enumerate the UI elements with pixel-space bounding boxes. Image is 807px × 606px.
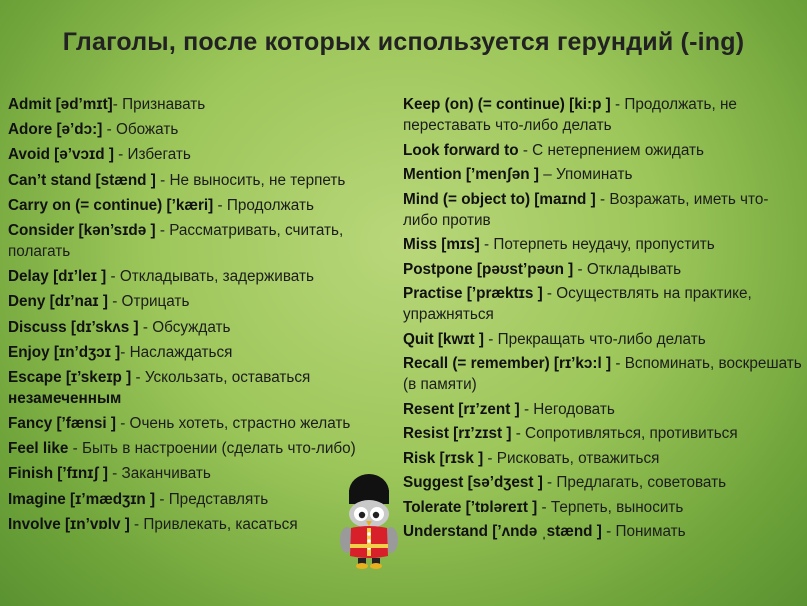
verb-term: Recall (= remember) [rɪ’kɔ:l ] (403, 355, 612, 372)
verb-entry (8, 170, 393, 191)
verb-definition: - Ускользать, оставаться (131, 368, 311, 386)
verb-definition: - Представлять (155, 490, 269, 508)
verb-definition-continued: незамеченным (8, 389, 122, 407)
verb-entry (8, 413, 393, 434)
verb-entry (8, 342, 393, 363)
verb-definition: - Отрицать (107, 293, 190, 311)
verb-term: Imagine [ɪ’mædʒɪn ] (8, 490, 156, 508)
verb-term: Enjoy [ɪn’dʒɔɪ ] (8, 343, 121, 361)
verb-term: Consider [kən’sɪdə ] (8, 221, 156, 239)
verb-definition: - С нетерпением ожидать (518, 141, 705, 159)
verb-term: Understand [’ʌndə ˌstænd ] (403, 523, 602, 540)
page-title: Глаголы, после которых используется герундий (-ing) (62, 28, 745, 56)
verb-definition: - Откладывать (573, 260, 682, 278)
verb-term: Involve [ɪn’vɒlv ] (8, 515, 130, 533)
verb-definition: - Предлагать, советовать (542, 474, 727, 491)
verb-entry (403, 472, 803, 493)
verb-entry (8, 266, 393, 287)
verb-entry (403, 94, 803, 136)
verb-entry (8, 317, 393, 338)
verb-entry (403, 259, 803, 280)
verb-entry (403, 189, 803, 231)
verb-entry (403, 448, 803, 469)
verb-definition: - Заканчивать (107, 465, 211, 483)
verb-entry (8, 367, 393, 409)
verb-term: Risk [rɪsk ] (403, 449, 484, 467)
verb-entry (403, 521, 803, 542)
verb-entry (403, 399, 803, 420)
verb-entry (403, 353, 803, 395)
verb-term: Keep (on) (= continue) [ki:p ] (403, 96, 611, 113)
verb-definition: - Вспоминать, воскрешать (в памяти) (403, 355, 802, 393)
verb-entry (8, 220, 393, 262)
verb-definition: – Упоминать (538, 166, 633, 183)
verb-entry (403, 329, 803, 350)
verb-term: Escape [ɪ’skeɪp ] (8, 368, 132, 386)
verb-definition: - Негодовать (519, 400, 615, 418)
verb-term: Fancy [’fænsi ] (8, 415, 116, 433)
verb-definition: - Возражать, иметь что-либо против (403, 190, 769, 229)
verb-term: Discuss [dɪ’skʌs ] (8, 318, 139, 336)
verb-term: Adore [ə’dɔ:] (8, 121, 103, 139)
verb-term: Look forward to (403, 141, 519, 159)
verb-term: Deny [dɪ’naɪ ] (8, 293, 108, 311)
verb-term: Feel like (8, 440, 69, 458)
verb-definition: - Прекращать что-либо делать (483, 330, 706, 348)
verb-term: Resent [rɪ’zent ] (403, 400, 520, 418)
verb-term: Mind (= object to) [maɪnd ] (403, 190, 596, 208)
left-column (8, 94, 393, 539)
verb-definition: - Потерпеть неудачу, пропустить (479, 236, 715, 253)
verb-definition: - Откладывать, задерживать (106, 268, 314, 286)
verb-entry (403, 234, 803, 255)
verb-definition: - Продолжать, не переставать что-либо делать (403, 96, 737, 134)
verb-definition: - Продолжать (213, 196, 314, 214)
verb-definition: - Обожать (102, 121, 179, 139)
verb-definition: - Осуществлять на практике, упражняться (403, 285, 752, 323)
verb-entry (403, 283, 803, 325)
verb-term: Can’t stand [stænd ] (8, 171, 156, 189)
verb-entry (8, 119, 393, 140)
verb-entry (8, 514, 393, 535)
verb-definition: - Сопротивляться, противиться (511, 425, 738, 442)
verb-entry (8, 291, 393, 312)
verb-entry (8, 144, 393, 165)
verb-definition: - Рисковать, отважиться (483, 449, 660, 467)
verb-term: Tolerate [’tɒləreɪt ] (403, 498, 538, 516)
verb-term: Miss [mɪs] (403, 236, 480, 253)
verb-definition: - Привлекать, касаться (129, 515, 298, 533)
verb-entry (8, 438, 393, 459)
verb-term: Resist [rɪ’zɪst ] (403, 425, 512, 442)
verb-term: Mention [’menʃən ] (403, 166, 539, 183)
verb-definition: - Избегать (113, 146, 191, 164)
verb-entry (403, 164, 803, 185)
verb-term: Postpone [pəʊst’pəʊn ] (403, 260, 574, 278)
verb-term: Finish [’fɪnɪʃ ] (8, 465, 108, 483)
verb-term: Quit [kwɪt ] (403, 330, 484, 348)
right-column (403, 94, 803, 546)
verb-term: Avoid [ə’vɔɪd ] (8, 146, 114, 164)
verb-entry (403, 140, 803, 161)
guard-owl-icon (338, 474, 400, 574)
verb-term: Delay [dɪ’leɪ ] (8, 268, 107, 286)
verb-entry (8, 489, 393, 510)
verb-term: Carry on (= continue) [’kæri] (8, 196, 214, 214)
verb-definition: - Признавать (112, 96, 206, 113)
verb-entry (8, 94, 393, 115)
verb-term: Admit [əd’mɪt] (8, 96, 113, 113)
verb-definition: - Не выносить, не терпеть (155, 171, 346, 189)
verb-entry (8, 463, 393, 484)
verb-term: Practise [’præktɪs ] (403, 285, 543, 302)
verb-definition: - Понимать (601, 523, 686, 540)
verb-definition: - Обсуждать (138, 318, 231, 336)
verb-definition: - Очень хотеть, страстно желать (115, 415, 351, 433)
verb-definition: - Терпеть, выносить (537, 498, 684, 516)
verb-definition: - Рассматривать, считать, полагать (8, 221, 344, 260)
verb-definition: - Быть в настроении (сделать что-либо) (68, 440, 356, 458)
verb-entry (403, 423, 803, 444)
verb-entry (8, 195, 393, 216)
verb-term: Suggest [sə’dʒest ] (403, 474, 543, 491)
verb-definition: - Наслаждаться (120, 343, 233, 361)
verb-entry (403, 497, 803, 518)
